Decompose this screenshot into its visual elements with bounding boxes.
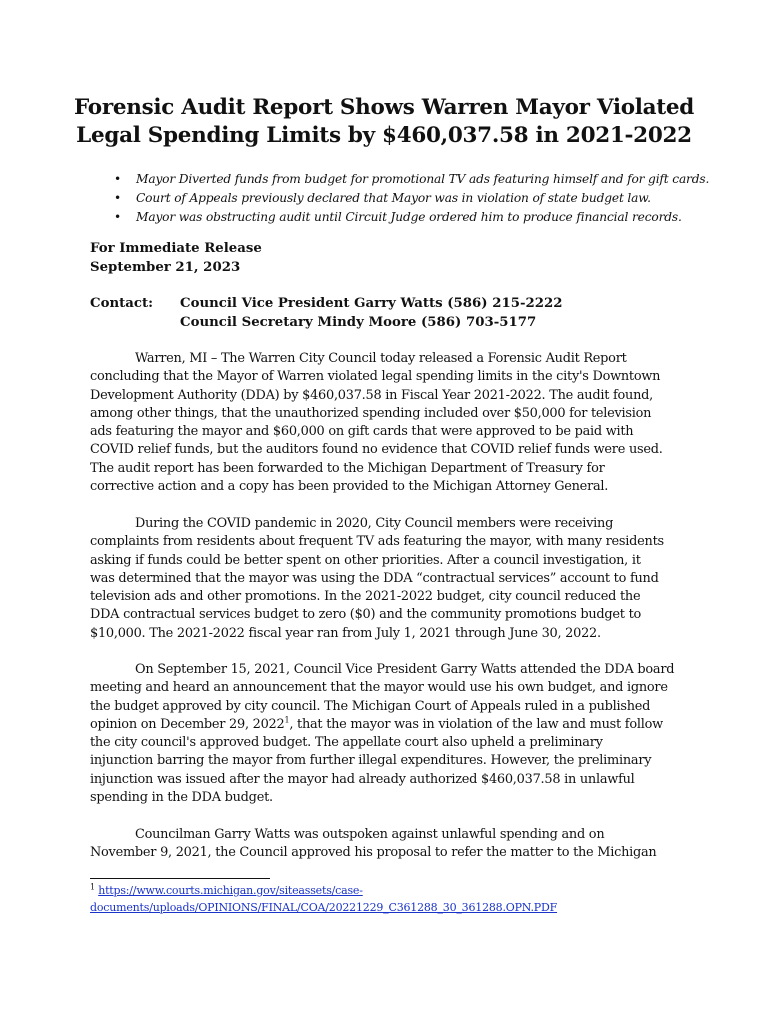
text-line: asking if funds could be better spent on other priorities. After a council investigation, it (90, 552, 641, 568)
text-line-with-footnote (90, 716, 680, 734)
text-line: concluding that the Mayor of Warren violated legal spending limits in the city's Downtown (90, 369, 661, 385)
bullet-item: • Mayor Diverted funds from budget for promotional TV ads featuring himself and for gift cards. (114, 170, 709, 189)
text-line: meeting and heard an announcement that the mayor would use his own budget, and ignore (90, 680, 668, 696)
text-line: television ads and other promotions. In the 2021-2022 budget, city council reduced the (90, 589, 641, 605)
paragraph-1 (90, 350, 680, 496)
text-line: $10,000. The 2021-2022 fiscal year ran from July 1, 2021 through June 30, 2022. (90, 625, 601, 641)
text-line: corrective action and a copy has been provided to the Michigan Attorney General. (90, 479, 609, 495)
text-line: ads featuring the mayor and $60,000 on gift cards that were approved to be paid with (90, 424, 634, 440)
paragraph-4 (90, 826, 680, 863)
text-line: On September 15, 2021, Council Vice President Garry Watts attended the DDA board (135, 662, 675, 677)
text-line: COVID relief funds, but the auditors found no evidence that COVID relief funds were used. (90, 442, 663, 458)
bullet-item: • Mayor was obstructing audit until Circuit Judge ordered him to produce financial records. (114, 208, 709, 227)
release-date: September 21, 2023 (90, 260, 241, 275)
footnote-link-continued[interactable]: documents/uploads/OPINIONS/FINAL/COA/20221229_C361288_30_361288.OPN.PDF (90, 901, 558, 914)
text-line: The audit report has been forwarded to the Michigan Department of Treasury for (90, 460, 605, 476)
paragraph-3 (90, 661, 680, 807)
contact-label: Contact: (90, 296, 154, 311)
contact-person-2: Council Secretary Mindy Moore (586) 703-5177 (180, 315, 537, 330)
footnote-reference[interactable]: 1 (284, 715, 290, 725)
text-line: DDA contractual services budget to zero ($0) and the community promotions budget to (90, 607, 642, 623)
headline-line-1: Forensic Audit Report Shows Warren Mayor Violated (74, 95, 694, 120)
text-line: was determined that the mayor was using the DDA “contractual services” account to fund (90, 570, 659, 586)
text-line: the budget approved by city council. The Michigan Court of Appeals ruled in a published (90, 698, 651, 714)
headline-line-2: Legal Spending Limits by $460,037.58 in 2021-2022 (76, 123, 692, 148)
text-line: During the COVID pandemic in 2020, City Council members were receiving (135, 516, 614, 531)
release-label: For Immediate Release (90, 241, 262, 256)
text-line: Warren, MI – The Warren City Council today released a Forensic Audit Report (135, 351, 627, 366)
text-line: the city council's approved budget. The appellate court also upheld a preliminary (90, 735, 603, 751)
summary-bullets (114, 170, 709, 227)
text-line: November 9, 2021, the Council approved his proposal to refer the matter to the Michigan (90, 845, 657, 861)
text-fragment: , that the mayor was in violation of the law and must follow (289, 716, 663, 732)
text-line: among other things, that the unauthorized spending included over $50,000 for television (90, 405, 652, 421)
footnote-divider (90, 878, 270, 879)
text-line: spending in the DDA budget. (90, 790, 273, 806)
contact-person-1: Council Vice President Garry Watts (586) 215-2222 (180, 296, 563, 311)
text-fragment: opinion on December 29, 2022 (90, 716, 285, 732)
footnote-marker: 1 (90, 882, 95, 892)
headline (60, 94, 708, 150)
release-info (90, 239, 262, 277)
text-line: Councilman Garry Watts was outspoken against unlawful spending and on (135, 827, 605, 842)
text-line: injunction was issued after the mayor had already authorized $460,037.58 in unlawful (90, 771, 635, 787)
bullet-item: • Court of Appeals previously declared that Mayor was in violation of state budget law. (114, 189, 709, 208)
paragraph-2 (90, 515, 680, 643)
text-line: complaints from residents about frequent TV ads featuring the mayor, with many residents (90, 534, 664, 550)
text-line: injunction barring the mayor from further illegal expenditures. However, the preliminary (90, 753, 652, 769)
footnote-link[interactable]: https://www.courts.michigan.gov/siteassets/case- (98, 884, 363, 897)
contact-info (90, 294, 563, 332)
text-line: Development Authority (DDA) by $460,037.58 in Fiscal Year 2021-2022. The audit found, (90, 387, 653, 403)
footnote (90, 882, 557, 916)
